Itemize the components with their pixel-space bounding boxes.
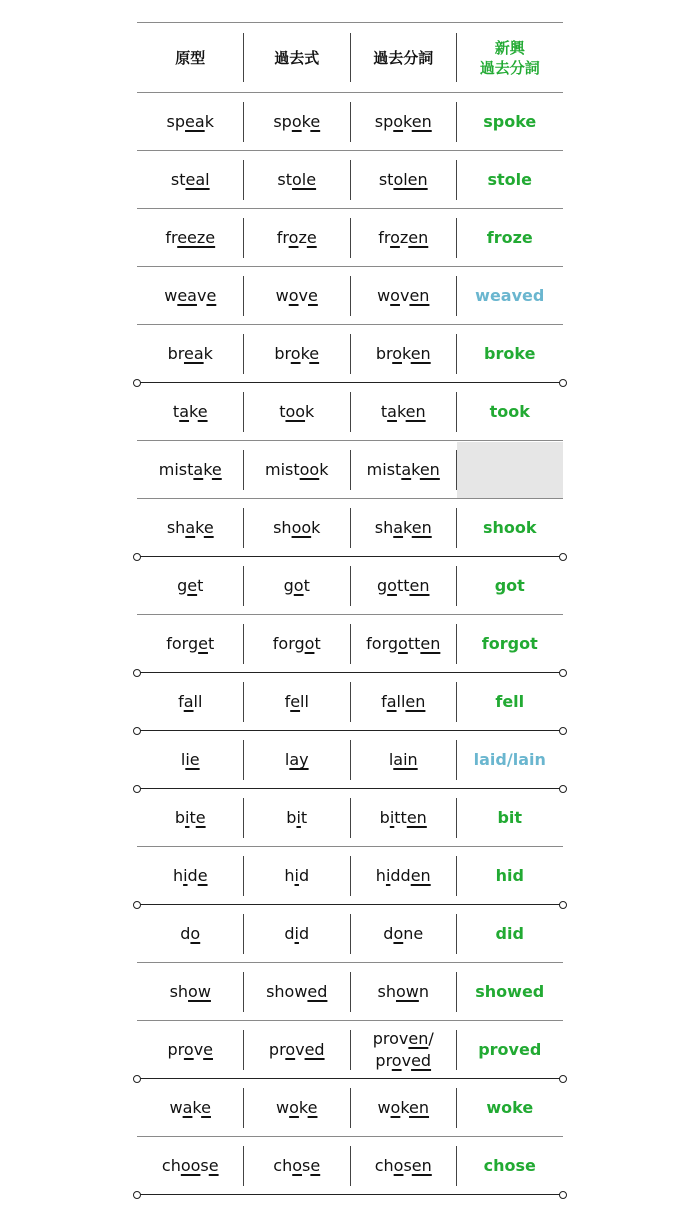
underlined-segment: o: [291, 112, 302, 131]
cell-new-past-participle: woke: [486, 1098, 534, 1117]
cell-past: stole: [277, 170, 317, 189]
column-separator: [456, 856, 457, 896]
underlined-segment: e: [308, 286, 318, 305]
underlined-segment: e: [211, 460, 222, 479]
column-separator: [456, 682, 457, 722]
column-separator: [350, 682, 351, 722]
underlined-segment: o: [183, 1040, 194, 1059]
cell-past-participle: woven: [377, 286, 430, 305]
underlined-segment: e: [195, 808, 206, 827]
cell-base: prove: [167, 1040, 213, 1059]
underlined-segment: i: [389, 808, 395, 827]
table-row: [137, 1137, 563, 1195]
underlined-segment: e: [197, 866, 208, 885]
column-separator: [456, 1146, 457, 1186]
cell-new-past-participle: got: [494, 576, 525, 595]
column-separator: [456, 508, 457, 548]
underlined-segment: oo: [285, 402, 306, 421]
table-row: [137, 441, 563, 499]
underlined-segment: o: [393, 924, 404, 943]
cell-new-past-participle: bit: [497, 808, 523, 827]
cell-past: lay: [284, 750, 309, 769]
cell-past-participle: lain: [388, 750, 418, 769]
column-separator: [243, 450, 244, 490]
column-separator: [456, 972, 457, 1012]
table-row: [137, 499, 563, 557]
header-base: 原型: [175, 48, 206, 67]
underlined-segment: en: [409, 1098, 430, 1117]
table-row: [137, 963, 563, 1021]
cell-base: freeze: [165, 228, 216, 247]
underlined-segment: i: [294, 924, 299, 943]
cell-past-participle: proven/ proved: [372, 1029, 434, 1070]
underlined-segment: ole: [292, 170, 317, 189]
underlined-segment: en: [408, 228, 429, 247]
underlined-segment: e: [206, 286, 217, 305]
table-row: [137, 615, 563, 673]
column-separator: [350, 856, 351, 896]
cell-past-participle: bitten: [379, 808, 427, 827]
cell-past-participle: stolen: [378, 170, 428, 189]
cell-past-participle: hidden: [375, 866, 431, 885]
cell-base: do: [180, 924, 201, 943]
underlined-segment: e: [197, 402, 208, 421]
column-separator: [456, 914, 457, 954]
column-separator: [456, 218, 457, 258]
cell-base: hide: [172, 866, 208, 885]
table-row: [137, 789, 563, 847]
cell-new-past-participle: did: [495, 924, 524, 943]
cell-past: chose: [273, 1156, 321, 1175]
table-row: [137, 673, 563, 731]
cell-base: weave: [164, 286, 217, 305]
underlined-segment: e: [290, 692, 301, 711]
column-separator: [243, 102, 244, 142]
divider-endpoint: [133, 1191, 141, 1199]
cell-past-participle: mistaken: [366, 460, 440, 479]
cell-past: spoke: [273, 112, 321, 131]
underlined-segment: ay: [289, 750, 309, 769]
cell-past-participle: shown: [377, 982, 429, 1001]
underlined-segment: a: [393, 518, 404, 537]
cell-base: speak: [166, 112, 214, 131]
cell-base: shake: [166, 518, 214, 537]
column-separator: [456, 160, 457, 200]
underlined-segment: a: [182, 1098, 193, 1117]
header-past: 過去式: [274, 48, 320, 67]
underlined-segment: ed: [307, 982, 328, 1001]
underlined-segment: o: [393, 1156, 404, 1175]
underlined-segment: ea: [185, 112, 205, 131]
column-separator: [350, 508, 351, 548]
table-row: [137, 905, 563, 963]
cell-past: bit: [286, 808, 308, 827]
cell-base: choose: [161, 1156, 219, 1175]
underlined-segment: i: [294, 866, 299, 885]
underlined-segment: e: [203, 518, 214, 537]
cell-new-past-participle: chose: [483, 1156, 536, 1175]
cell-new-past-participle: proved: [478, 1040, 542, 1059]
underlined-segment: e: [203, 1040, 213, 1059]
cell-past: wove: [275, 286, 318, 305]
column-separator: [243, 972, 244, 1012]
column-separator: [243, 566, 244, 606]
column-separator: [350, 160, 351, 200]
cell-past: hid: [284, 866, 310, 885]
cell-base: steal: [170, 170, 210, 189]
underlined-segment: o: [293, 576, 304, 595]
cell-base: get: [177, 576, 204, 595]
table-row: [137, 1021, 563, 1079]
column-separator: [350, 624, 351, 664]
cell-base: forget: [166, 634, 215, 653]
underlined-segment: o: [285, 1040, 296, 1059]
column-separator: [243, 1030, 244, 1070]
underlined-segment: e: [309, 344, 320, 363]
cell-new-past-participle: hid: [495, 866, 524, 885]
underlined-segment: a: [179, 402, 190, 421]
column-separator: [456, 33, 457, 82]
underlined-segment: oo: [291, 518, 312, 537]
column-separator: [350, 566, 351, 606]
cell-new-past-participle: laid/lain: [473, 750, 546, 769]
cell-new-past-participle: weaved: [475, 286, 545, 305]
underlined-segment: en: [410, 344, 431, 363]
underlined-segment: i: [385, 866, 391, 885]
cell-base: lie: [180, 750, 200, 769]
underlined-segment: e: [310, 1156, 321, 1175]
column-separator: [243, 856, 244, 896]
underlined-segment: ed: [304, 1040, 325, 1059]
cell-past: did: [284, 924, 310, 943]
header-past-participle: 過去分詞: [373, 48, 434, 67]
column-separator: [456, 392, 457, 432]
cell-base: show: [169, 982, 211, 1001]
column-separator: [350, 972, 351, 1012]
underlined-segment: a: [401, 460, 412, 479]
table-row: [137, 151, 563, 209]
underlined-segment: eeze: [177, 228, 216, 247]
underlined-segment: o: [391, 1051, 402, 1070]
column-separator: [456, 566, 457, 606]
cell-past: forgot: [272, 634, 321, 653]
column-separator: [456, 798, 457, 838]
underlined-segment: ea: [177, 286, 197, 305]
column-separator: [350, 1088, 351, 1128]
column-separator: [350, 102, 351, 142]
underlined-segment: o: [304, 634, 315, 653]
underlined-segment: e: [208, 1156, 219, 1175]
underlined-segment: o: [387, 576, 397, 595]
underlined-segment: a: [183, 692, 194, 711]
cell-new-past-participle: froze: [486, 228, 533, 247]
underlined-segment: e: [310, 112, 321, 131]
underlined-segment: oo: [180, 1156, 201, 1175]
cell-past-participle: taken: [380, 402, 426, 421]
underlined-segment: en: [409, 576, 430, 595]
cell-past: shook: [273, 518, 321, 537]
cell-past-participle: spoken: [374, 112, 432, 131]
cell-past-participle: done: [383, 924, 424, 943]
underlined-segment: eal: [185, 170, 210, 189]
column-separator: [350, 1146, 351, 1186]
column-separator: [350, 218, 351, 258]
column-separator: [243, 682, 244, 722]
cell-past-participle: fallen: [381, 692, 426, 711]
underlined-segment: oo: [299, 460, 320, 479]
column-separator: [350, 33, 351, 82]
column-separator: [243, 624, 244, 664]
underlined-segment: ow: [188, 982, 211, 1001]
cell-past: fell: [284, 692, 309, 711]
underlined-segment: ie: [185, 750, 200, 769]
underlined-segment: ain: [393, 750, 418, 769]
column-separator: [243, 276, 244, 316]
underlined-segment: o: [190, 924, 201, 943]
column-separator: [456, 624, 457, 664]
underlined-segment: o: [392, 344, 402, 363]
cell-base: mistake: [158, 460, 222, 479]
column-separator: [350, 450, 351, 490]
cell-base: take: [172, 402, 208, 421]
underlined-segment: en: [411, 112, 432, 131]
underlined-segment: e: [198, 634, 208, 653]
column-separator: [350, 1030, 351, 1070]
underlined-segment: en: [411, 518, 432, 537]
table-row: [137, 383, 563, 441]
cell-past: took: [279, 402, 315, 421]
underlined-segment: o: [290, 344, 301, 363]
column-separator: [243, 218, 244, 258]
underlined-segment: o: [288, 286, 299, 305]
cell-new-past-participle: forgot: [481, 634, 538, 653]
table-row: [137, 557, 563, 615]
column-separator: [243, 1146, 244, 1186]
cell-past: froze: [276, 228, 317, 247]
table-row: [137, 209, 563, 267]
underlined-segment: o: [288, 228, 299, 247]
column-separator: [350, 798, 351, 838]
column-separator: [350, 334, 351, 374]
underlined-segment: o: [390, 286, 400, 305]
cell-new-past-participle: shook: [482, 518, 537, 537]
column-separator: [243, 740, 244, 780]
table-row: [137, 847, 563, 905]
cell-new-past-participle: showed: [475, 982, 545, 1001]
underlined-segment: o: [292, 1156, 303, 1175]
table-row: [137, 93, 563, 151]
underlined-segment: o: [289, 1098, 299, 1117]
table-row: [137, 325, 563, 383]
group-divider: [137, 1194, 563, 1195]
underlined-segment: a: [193, 460, 204, 479]
divider-endpoint: [559, 1191, 567, 1199]
column-separator: [456, 102, 457, 142]
underlined-segment: i: [183, 866, 188, 885]
underlined-segment: o: [390, 228, 400, 247]
underlined-segment: en: [419, 460, 440, 479]
underlined-segment: en: [411, 1156, 432, 1175]
column-separator: [456, 1088, 457, 1128]
column-separator: [456, 740, 457, 780]
cell-base: wake: [169, 1098, 211, 1117]
cell-past: broke: [274, 344, 320, 363]
column-separator: [350, 740, 351, 780]
underlined-segment: en: [408, 1029, 429, 1048]
column-separator: [243, 914, 244, 954]
cell-base: fall: [178, 692, 203, 711]
cell-past: got: [283, 576, 310, 595]
underlined-segment: ow: [395, 982, 419, 1001]
column-separator: [350, 276, 351, 316]
cell-past: proved: [268, 1040, 325, 1059]
cell-past-participle: woken: [377, 1098, 430, 1117]
underlined-segment: ea: [183, 344, 204, 363]
underlined-segment: e: [306, 228, 317, 247]
cell-past-participle: shaken: [374, 518, 432, 537]
column-separator: [456, 276, 457, 316]
cell-past-participle: forgotten: [366, 634, 441, 653]
cell-past-participle: broken: [375, 344, 431, 363]
table-row: [137, 731, 563, 789]
underlined-segment: i: [296, 808, 301, 827]
cell-new-past-participle: [457, 442, 564, 498]
cell-new-past-participle: broke: [484, 344, 536, 363]
table-row: [137, 267, 563, 325]
column-separator: [243, 1088, 244, 1128]
underlined-segment: o: [393, 112, 404, 131]
underlined-segment: o: [390, 1098, 401, 1117]
cell-past: mistook: [265, 460, 329, 479]
column-separator: [456, 450, 457, 490]
underlined-segment: olen: [393, 170, 428, 189]
cell-past-participle: gotten: [377, 576, 430, 595]
cell-new-past-participle: took: [489, 402, 530, 421]
underlined-segment: en: [409, 286, 430, 305]
column-separator: [456, 334, 457, 374]
table-row: [137, 1079, 563, 1137]
underlined-segment: en: [420, 634, 441, 653]
cell-past-participle: chosen: [374, 1156, 432, 1175]
underlined-segment: e: [307, 1098, 318, 1117]
underlined-segment: ed: [411, 1051, 432, 1070]
header-row: [137, 22, 563, 93]
cell-past: woke: [276, 1098, 318, 1117]
cell-past: showed: [266, 982, 328, 1001]
column-separator: [243, 33, 244, 82]
column-separator: [243, 508, 244, 548]
underlined-segment: en: [410, 866, 431, 885]
cell-base: break: [167, 344, 213, 363]
column-separator: [350, 392, 351, 432]
column-separator: [243, 392, 244, 432]
cell-new-past-participle: fell: [495, 692, 525, 711]
underlined-segment: a: [387, 402, 397, 421]
underlined-segment: e: [187, 576, 198, 595]
underlined-segment: i: [185, 808, 190, 827]
underlined-segment: en: [406, 808, 427, 827]
cell-base: bite: [174, 808, 206, 827]
column-separator: [350, 914, 351, 954]
column-separator: [456, 1030, 457, 1070]
underlined-segment: en: [405, 692, 426, 711]
cell-new-past-participle: spoke: [483, 112, 537, 131]
underlined-segment: a: [386, 692, 397, 711]
underlined-segment: e: [201, 1098, 211, 1117]
underlined-segment: a: [185, 518, 196, 537]
column-separator: [243, 334, 244, 374]
cell-past-participle: frozen: [378, 228, 429, 247]
column-separator: [243, 160, 244, 200]
underlined-segment: o: [398, 634, 408, 653]
cell-new-past-participle: stole: [487, 170, 532, 189]
column-separator: [243, 798, 244, 838]
underlined-segment: en: [405, 402, 426, 421]
header-new-past-participle: 新興 過去分詞: [479, 38, 540, 77]
